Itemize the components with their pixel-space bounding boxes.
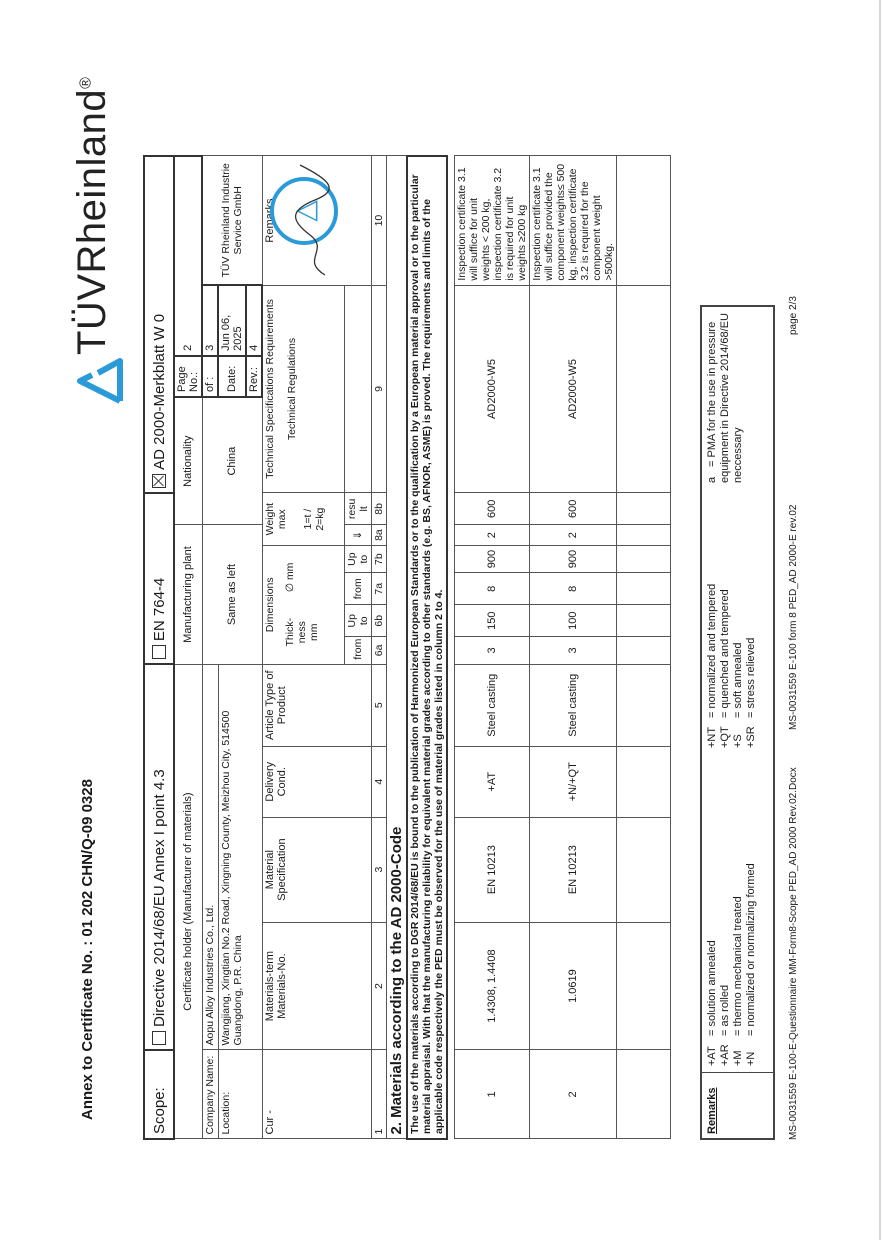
- col-t-upto: Up to: [344, 605, 371, 637]
- page-no-label: Page No.:: [174, 356, 202, 397]
- checkbox-icon[interactable]: [152, 645, 166, 659]
- col-thickness: Thick-ness mm: [283, 617, 320, 647]
- num-10: 10: [371, 156, 386, 285]
- num-4: 4: [371, 746, 386, 817]
- num-8b: 8b: [371, 493, 386, 525]
- rev-label: Rev.:: [246, 356, 262, 397]
- plant-header: Manufacturing plant: [174, 525, 202, 664]
- signature-icon: [280, 160, 340, 280]
- nationality-value: China: [202, 397, 262, 525]
- date-label: Date:: [218, 356, 246, 397]
- location-value: Wangjiang, Xingtian No.2 Road, Xingning County, Meizhou City, 514500 Guangdong, P.R. China: [218, 664, 262, 1050]
- col-materials: Materials-term Materials-No.: [262, 922, 371, 1050]
- scope-row: [144, 156, 174, 1139]
- document-title: Annex to Certificate No. : 01 202 CHN/Q-09 0328: [79, 779, 96, 1120]
- company-value: Aopu Alloy Industries Co., Ltd.: [202, 664, 218, 1050]
- tuv-triangle-icon: [76, 357, 124, 405]
- num-1: 1: [371, 1050, 386, 1139]
- col-weight: Weight max 1=t / 2=kg: [262, 493, 344, 546]
- tuv-stamp-icon: △: [270, 177, 338, 245]
- checkbox-icon[interactable]: [152, 1031, 166, 1045]
- legend-label: Remarks: [706, 1087, 718, 1134]
- col-t-from: from: [344, 637, 371, 664]
- legend-col-1: +AT= solution annealed +AR= as rolled +M= thermo mechanical treated +N= normalized or normalizing formed: [706, 863, 757, 1066]
- col-result: resu lt: [344, 493, 371, 525]
- scope-option-ad2000[interactable]: AD 2000-Merkblatt W 0: [144, 156, 174, 493]
- empty-row: [617, 156, 671, 1139]
- cert-holder-header: Certificate holder (Manufacturer of materials): [174, 664, 202, 1139]
- tuv-logo: [68, 76, 138, 405]
- location-label: Location:: [218, 1050, 262, 1139]
- num-6a: 6a: [371, 637, 386, 664]
- legend-col-3: a= PMA for the use in pressure equipment in Directive 2014/68/EU neccessary: [706, 313, 744, 483]
- col-dimensions: Dimensions Thick-ness mm ∅ mm: [262, 545, 344, 664]
- num-5: 5: [371, 664, 386, 746]
- table-row: 1 1.4308, 1.4408 EN 10213 +AT Steel casting 3 150 8 900 2 600 AD2000-W5 Inspection certificate 3.1 will suffice for unit weights < 200 kg, inspection certificate 3.2 is required for unit weights ≥200 kg: [455, 156, 530, 1139]
- col-delivery: Delivery Cond.: [262, 746, 371, 817]
- footer-left: MS-0031559 E-100-E-Questionnaire MM-Form8-Scope PED_AD 2000 Rev.02.Docx: [788, 767, 799, 1140]
- legend-box: [700, 305, 775, 1140]
- scope-table: [143, 155, 671, 1140]
- col-diameter: ∅ mm: [283, 562, 296, 593]
- scope-option-en764[interactable]: EN 764-4: [144, 493, 174, 664]
- col-spec: Material Specification: [262, 817, 371, 922]
- section2-heading: 2. Materials according to the AD 2000-Code: [386, 156, 407, 1139]
- rev-value: 4: [246, 285, 262, 356]
- page-no-value: 2: [174, 156, 202, 356]
- num-2: 2: [371, 922, 386, 1050]
- footer-center: MS-0031559 E-100 form 8 PED_AD 2000-E rev.02: [788, 504, 799, 730]
- section2-paragraph: The use of the materials according to DGR 2014/68/EU is bound to the publication of Harmonized European Standards or to the qualification by a European material approval or to the particular material appraisal. With that the manufacturing reliability for equivalent material grades according to other standards (e.g. BS, AFNOR, ASME) is proved. The requirements and limits of the applicable code respectively the PED must be observed for the use of material grades listed in column 2 to 4.: [407, 156, 447, 1139]
- scope-option-directive[interactable]: Directive 2014/68/EU Annex I point 4.3: [144, 664, 174, 1050]
- col-cur: Cur -: [262, 1050, 371, 1139]
- num-9: 9: [371, 285, 386, 493]
- num-8a: 8a: [371, 525, 386, 546]
- footer-page: page 2/3: [788, 296, 799, 335]
- of-label: of :: [202, 356, 218, 397]
- date-value: Jun 06, 2025: [218, 285, 246, 356]
- issuer: TÜV Rheinland Industrie Service GmbH: [202, 156, 262, 285]
- col-tech: Technical Specifications Requirements Technical Regulations: [262, 285, 344, 493]
- num-3: 3: [371, 817, 386, 922]
- num-7b: 7b: [371, 545, 386, 572]
- company-label: Company Name:: [202, 1050, 218, 1139]
- table-row: 2 1.0619 EN 10213 +N/+QT Steel casting 3 100 8 900 2 600 AD2000-W5 Inspection certificate 3.1 will suffice provided the component weights≤ 500 kg, inspection certificate 3.2 is required for the component weight >500kg.: [530, 156, 617, 1139]
- plant-value: Same as left: [202, 525, 262, 664]
- logo-text: TÜVRheinland®: [70, 76, 114, 355]
- weight-arrow-icon: ⇓: [344, 525, 371, 546]
- num-7a: 7a: [371, 573, 386, 605]
- legend-col-2: +NT= normalized and tempered +QT= quenched and tempered +S= soft annealed +SR= stress relieved: [706, 583, 757, 748]
- nationality-header: Nationality: [174, 397, 202, 525]
- checked-box-icon[interactable]: [152, 474, 166, 488]
- col-d-upto: Up to: [344, 545, 371, 572]
- of-value: 3: [202, 285, 218, 356]
- col-article: Article Type of Product: [262, 664, 371, 746]
- num-6b: 6b: [371, 605, 386, 637]
- col-d-from: from: [344, 573, 371, 605]
- scope-label: Scope:: [144, 1050, 174, 1139]
- col-remarks: Remarks: [262, 156, 371, 285]
